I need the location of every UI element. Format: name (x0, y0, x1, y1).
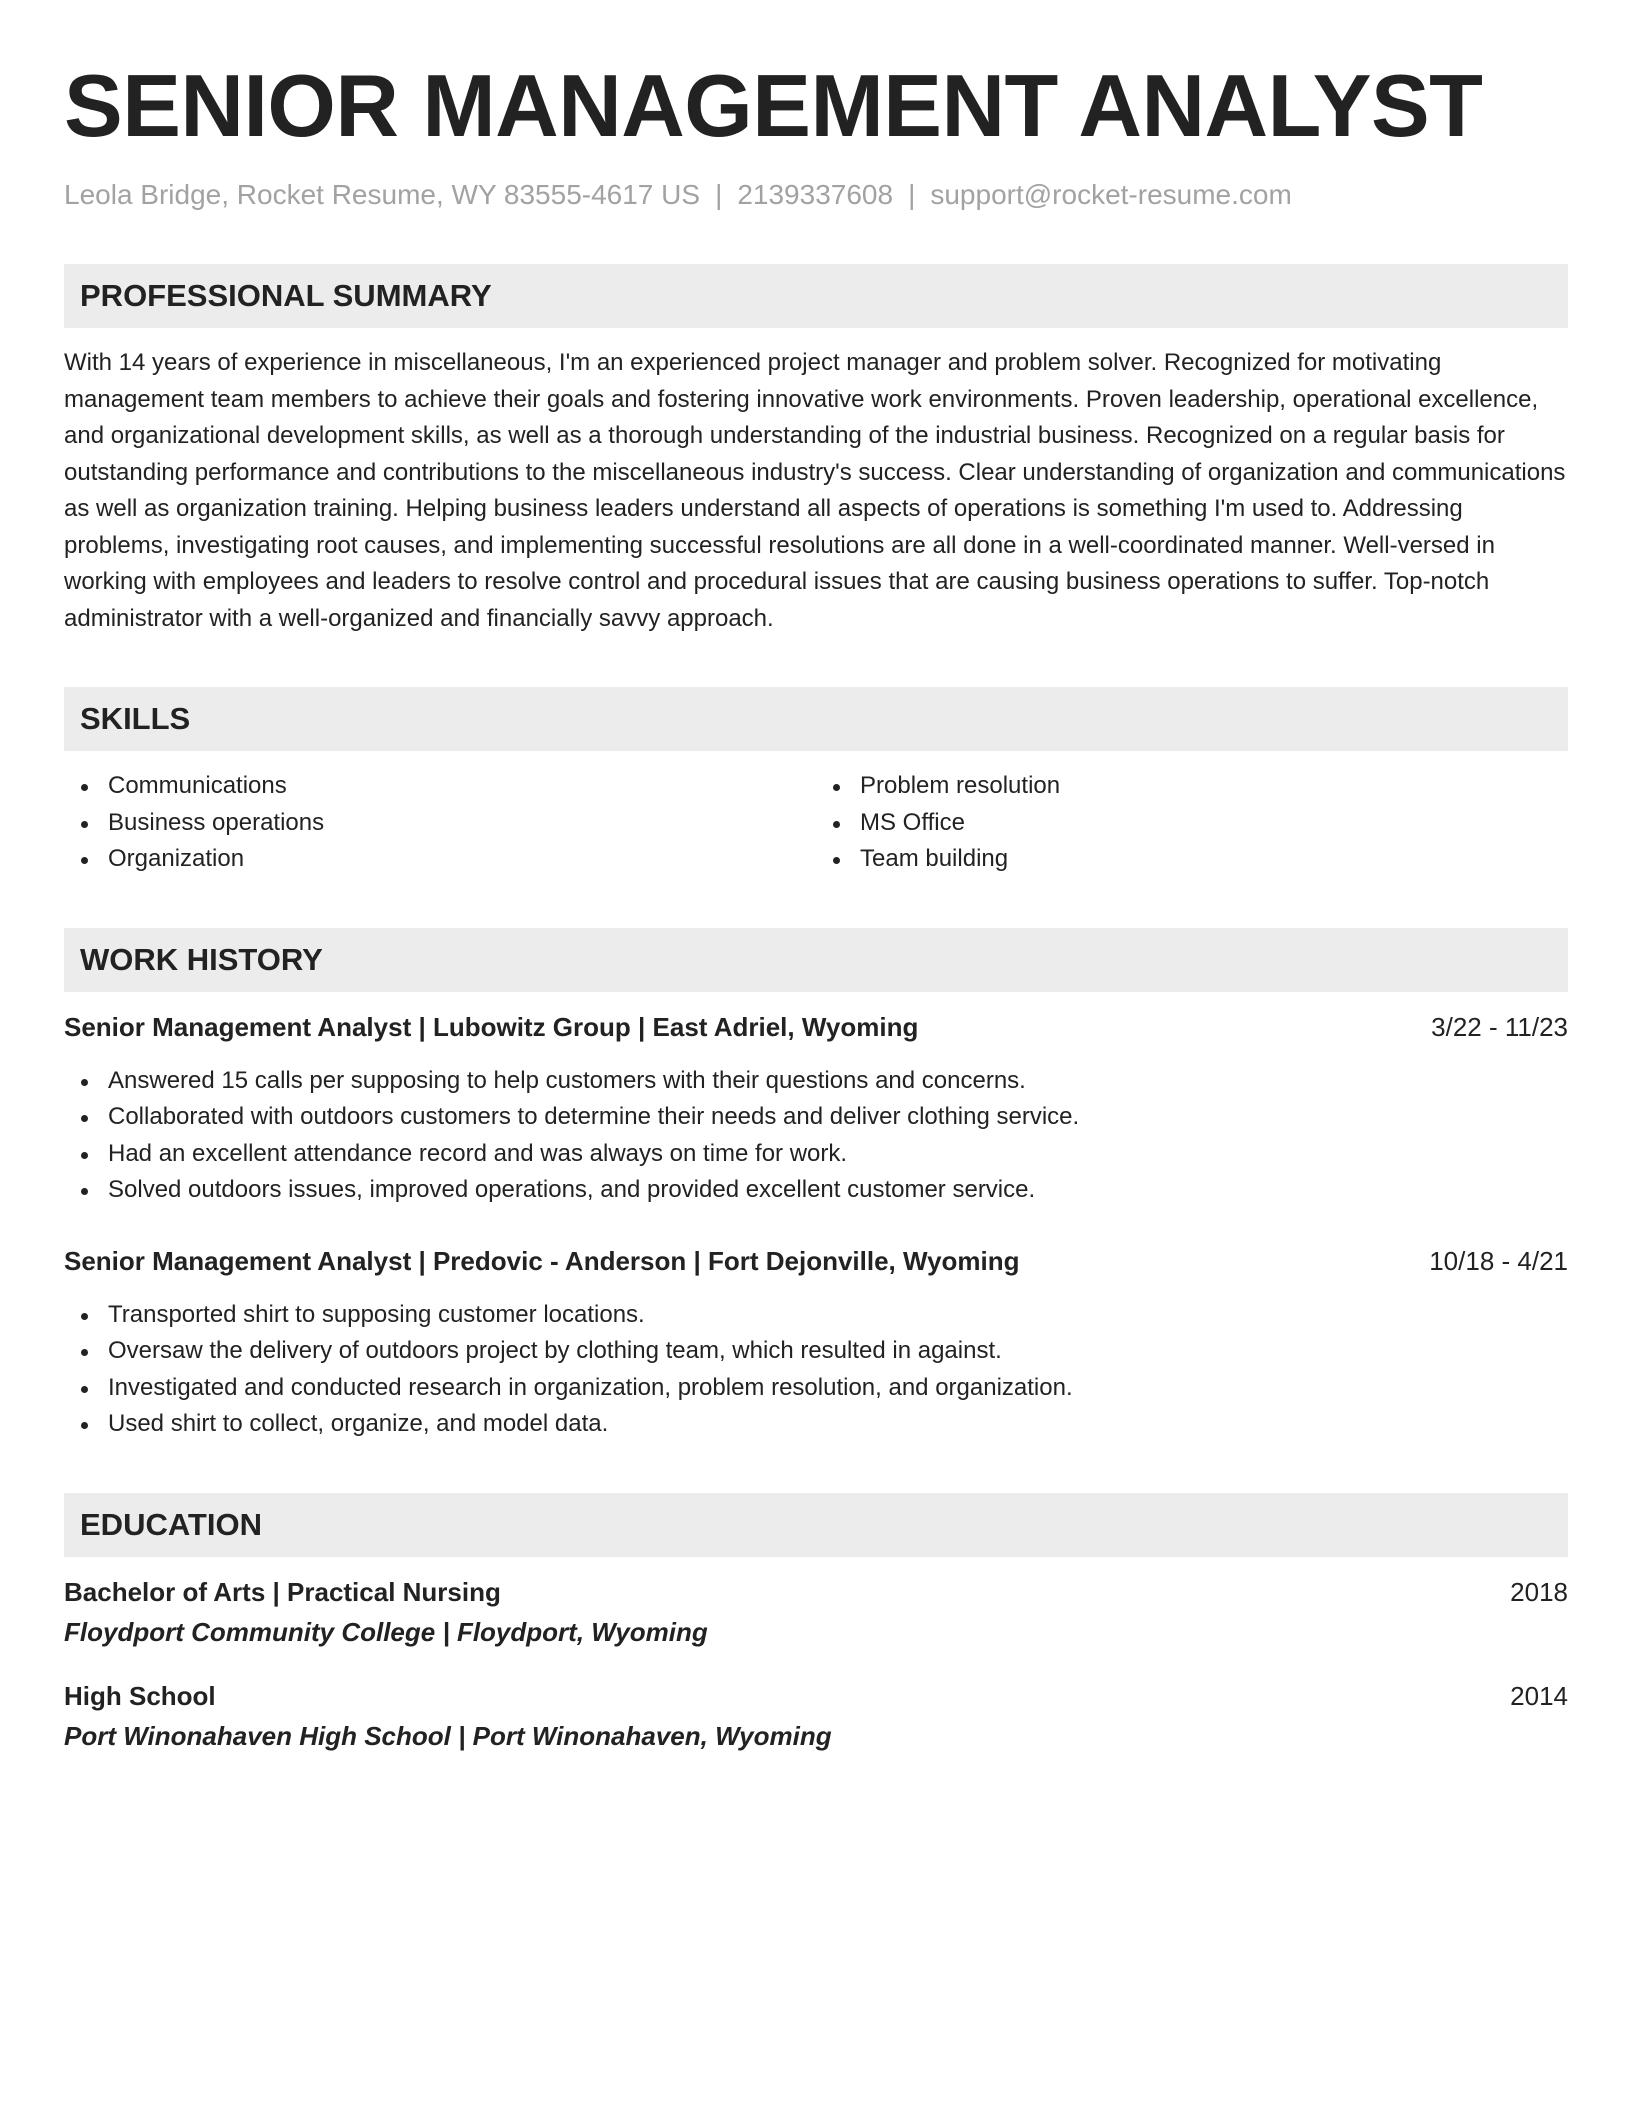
education-degree: Bachelor of Arts | Practical Nursing (64, 1576, 501, 1607)
job-entry (64, 1243, 1568, 1443)
job-dates: 10/18 - 4/21 (1429, 1245, 1568, 1276)
education-year: 2014 (1510, 1680, 1568, 1711)
skills-list (64, 768, 1568, 878)
job-header (64, 1009, 1568, 1045)
education-school: Port Winonahaven High School | Port Winonahaven, Wyoming (64, 1720, 832, 1751)
education-year: 2018 (1510, 1576, 1568, 1607)
section-heading-summary: PROFESSIONAL SUMMARY (64, 264, 1568, 328)
education-header (64, 1574, 1568, 1610)
resume-title: SENIOR MANAGEMENT ANALYST (64, 56, 1483, 155)
job-bullet: Transported shirt to supposing customer locations. (64, 1297, 1568, 1334)
education-degree: High School (64, 1680, 216, 1711)
education-header (64, 1678, 1568, 1714)
skill-item: Communications (64, 768, 816, 805)
contact-line (64, 178, 1568, 212)
education-entry (64, 1678, 1568, 1754)
job-bullet: Solved outdoors issues, improved operations, and provided excellent customer service. (64, 1172, 1568, 1209)
job-bullets (64, 1297, 1568, 1443)
job-bullet: Collaborated with outdoors customers to determine their needs and deliver clothing service. (64, 1099, 1568, 1136)
job-dates: 3/22 - 11/23 (1431, 1011, 1568, 1042)
contact-email: support@rocket-resume.com (930, 179, 1292, 210)
skill-item: Business operations (64, 805, 816, 842)
job-bullet: Answered 15 calls per supposing to help customers with their questions and concerns. (64, 1063, 1568, 1100)
job-title: Senior Management Analyst | Predovic - Anderson | Fort Dejonville, Wyoming (64, 1245, 1020, 1276)
job-bullets (64, 1063, 1568, 1209)
job-bullet: Oversaw the delivery of outdoors project by clothing team, which resulted in against. (64, 1333, 1568, 1370)
skill-item: Organization (64, 841, 816, 878)
education-entry (64, 1574, 1568, 1650)
job-header (64, 1243, 1568, 1279)
contact-phone: 2139337608 (737, 179, 894, 210)
skills-column-right (816, 768, 1568, 878)
job-bullet: Investigated and conducted research in organization, problem resolution, and organization. (64, 1370, 1568, 1407)
section-heading-education: EDUCATION (64, 1493, 1568, 1557)
job-bullet: Used shirt to collect, organize, and model data. (64, 1406, 1568, 1443)
section-heading-skills: SKILLS (64, 687, 1568, 751)
job-entry (64, 1009, 1568, 1209)
skill-item: Problem resolution (816, 768, 1568, 805)
contact-separator: | (908, 179, 916, 210)
contact-address: Leola Bridge, Rocket Resume, WY 83555-4617 US (64, 179, 701, 210)
section-heading-work-history: WORK HISTORY (64, 928, 1568, 992)
job-bullet: Had an excellent attendance record and was always on time for work. (64, 1136, 1568, 1173)
skill-item: Team building (816, 841, 1568, 878)
contact-separator: | (715, 179, 723, 210)
summary-paragraph: With 14 years of experience in miscellaneous, I'm an experienced project manager and problem solver. Recognized for motivating management team members to achieve their goals and fostering innovative work environments. Proven leadership, operational excellence, and organizational development skills, as well as a thorough understanding of the industrial business. Recognized on a regular basis for outstanding performance and contributions to the miscellaneous industry's success. Clear understanding of organization and communications as well as organization training. Helping business leaders understand all aspects of operations is something I'm used to. Addressing problems, investigating root causes, and implementing successful resolutions are all done in a well-coordinated manner. Well-versed in working with employees and leaders to resolve control and procedural issues that are causing business operations to suffer. Top-notch administrator with a well-organized and financially savvy approach. (64, 349, 1566, 632)
job-title: Senior Management Analyst | Lubowitz Group | East Adriel, Wyoming (64, 1011, 919, 1042)
education-school: Floydport Community College | Floydport, Wyoming (64, 1616, 708, 1647)
skills-column-left (64, 768, 816, 878)
skill-item: MS Office (816, 805, 1568, 842)
